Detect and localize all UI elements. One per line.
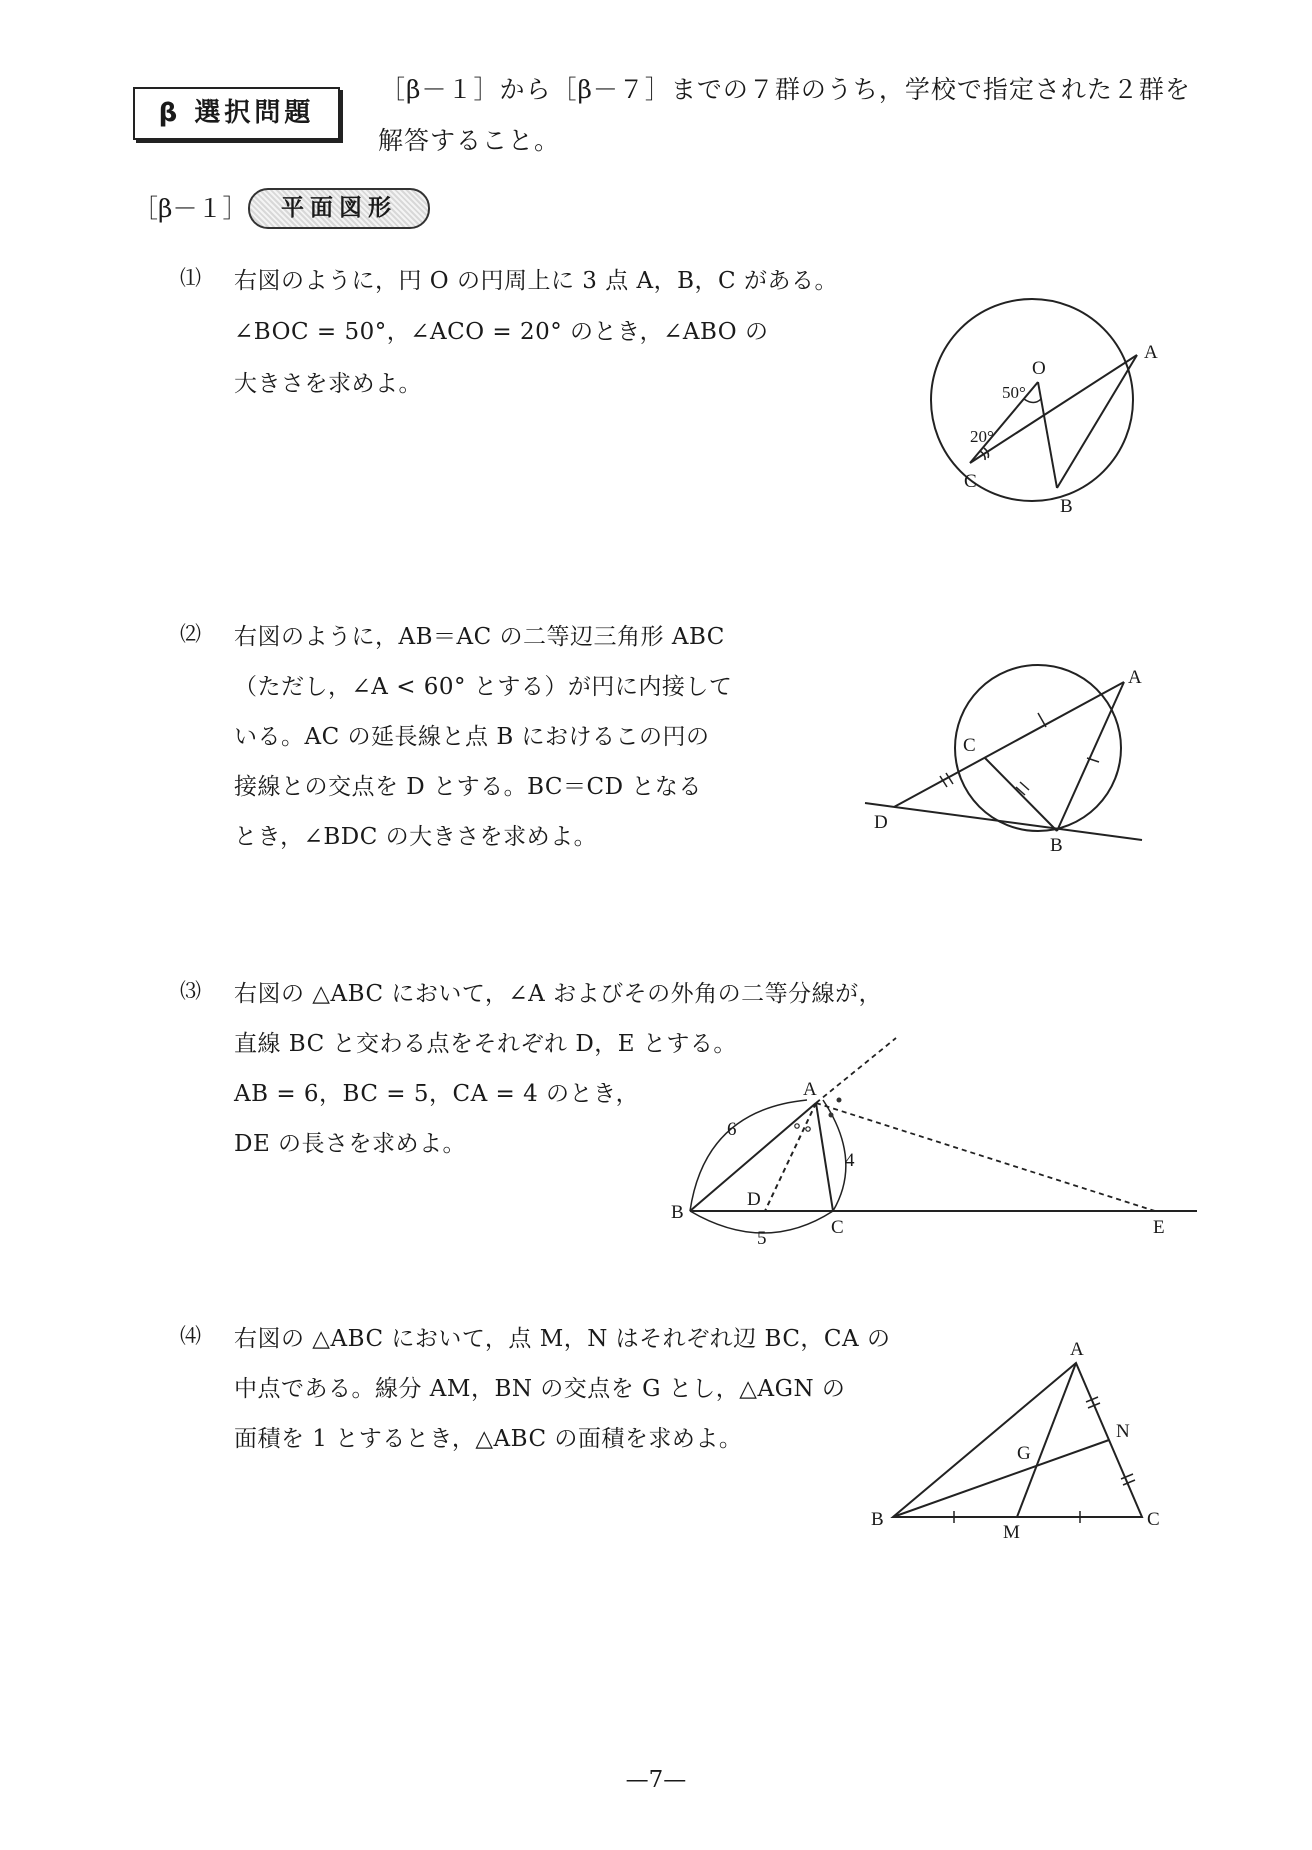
question-2-line-3: いる。AC の延長線と点 B におけるこの円の (234, 724, 710, 750)
length-4: 4 (845, 1150, 855, 1171)
segment-da (894, 682, 1124, 807)
segment-ca (970, 355, 1137, 463)
label-n: N (1116, 1421, 1130, 1442)
length-5: 5 (757, 1228, 767, 1249)
question-1-line-1: 右図のように，円 O の円周上に 3 点 A，B，C がある。 (234, 268, 838, 294)
angle-arc-o (1024, 399, 1041, 403)
label-c: C (1147, 1509, 1160, 1530)
segment-ac (816, 1103, 833, 1211)
question-3-line-1: 右図の △ABC において，∠A およびその外角の二等分線が， (234, 981, 883, 1007)
question-2-line-2: （ただし，∠A < 60° とする）が円に内接して (234, 674, 733, 700)
question-3-line-3: AB = 6，BC = 5，CA = 4 のとき， (234, 1081, 640, 1107)
circle-o (931, 299, 1133, 501)
label-d: D (747, 1189, 761, 1210)
exterior-bisector (816, 1038, 896, 1103)
intro-line-1: ［β－１］から［β－７］までの７群のうち，学校で指定された２群を (380, 75, 1191, 104)
question-4-line-2: 中点である。線分 AM，BN の交点を G とし，△AGN の (234, 1376, 846, 1402)
median-bn (893, 1440, 1109, 1517)
figure-3 (665, 1030, 1215, 1260)
question-2-line-5: とき，∠BDC の大きさを求めよ。 (234, 824, 598, 850)
question-3-number: ⑶ (180, 979, 201, 1003)
label-c: C (964, 471, 977, 492)
question-4-number: ⑷ (180, 1324, 201, 1348)
label-a: A (1128, 667, 1142, 688)
circle-2 (955, 665, 1121, 831)
question-1-line-3: 大きさを求めよ。 (234, 371, 422, 397)
page-number: —7— (625, 1767, 687, 1793)
label-e: E (1153, 1217, 1165, 1238)
segment-ae (816, 1103, 1155, 1211)
segment-ab (1057, 355, 1137, 488)
label-c: C (963, 735, 976, 756)
angle-label-50: 50° (1002, 383, 1026, 402)
group-label: ［β－１］ (133, 194, 248, 223)
question-4-line-1: 右図の △ABC において，点 M，N はそれぞれ辺 BC，CA の (234, 1326, 891, 1352)
figure-1 (930, 280, 1170, 520)
label-a: A (1070, 1339, 1084, 1360)
label-o: O (1032, 358, 1046, 379)
figure-2 (860, 655, 1160, 855)
selection-badge: β 選択問題 (133, 87, 340, 140)
question-2-line-1: 右図のように，AB＝AC の二等辺三角形 ABC (234, 624, 725, 650)
label-g: G (1017, 1443, 1031, 1464)
segment-ab (1057, 682, 1124, 831)
question-3-line-2: 直線 BC と交わる点をそれぞれ D，E とする。 (234, 1031, 737, 1057)
median-am (1017, 1363, 1076, 1517)
angle-label-20: 20° (970, 427, 994, 446)
topic-pill: 平面図形 (248, 188, 430, 229)
label-b: B (1050, 835, 1063, 856)
bisector-ad (765, 1103, 816, 1211)
label-b: B (871, 1509, 884, 1530)
label-c: C (831, 1217, 844, 1238)
label-b: B (671, 1202, 684, 1223)
triangle-abc (893, 1363, 1142, 1517)
label-a: A (1144, 342, 1158, 363)
question-1-line-2: ∠BOC = 50°，∠ACO = 20° のとき，∠ABO の (234, 319, 769, 345)
label-a: A (803, 1079, 817, 1100)
question-3-line-4: DE の長さを求めよ。 (234, 1131, 467, 1157)
question-4-line-3: 面積を 1 とするとき，△ABC の面積を求めよ。 (234, 1426, 743, 1452)
intro-line-2: 解答すること。 (378, 126, 561, 155)
length-6: 6 (727, 1119, 737, 1140)
tangent-line (865, 803, 1142, 840)
arc-ac (823, 1100, 846, 1211)
segment-ob (1038, 382, 1057, 488)
question-1-number: ⑴ (180, 266, 201, 290)
label-m: M (1003, 1522, 1020, 1543)
figure-4 (860, 1335, 1180, 1545)
question-2-number: ⑵ (180, 622, 201, 646)
label-d: D (874, 812, 888, 833)
label-b: B (1060, 496, 1073, 517)
question-2-line-4: 接線との交点を D とする。BC＝CD となる (234, 774, 702, 800)
